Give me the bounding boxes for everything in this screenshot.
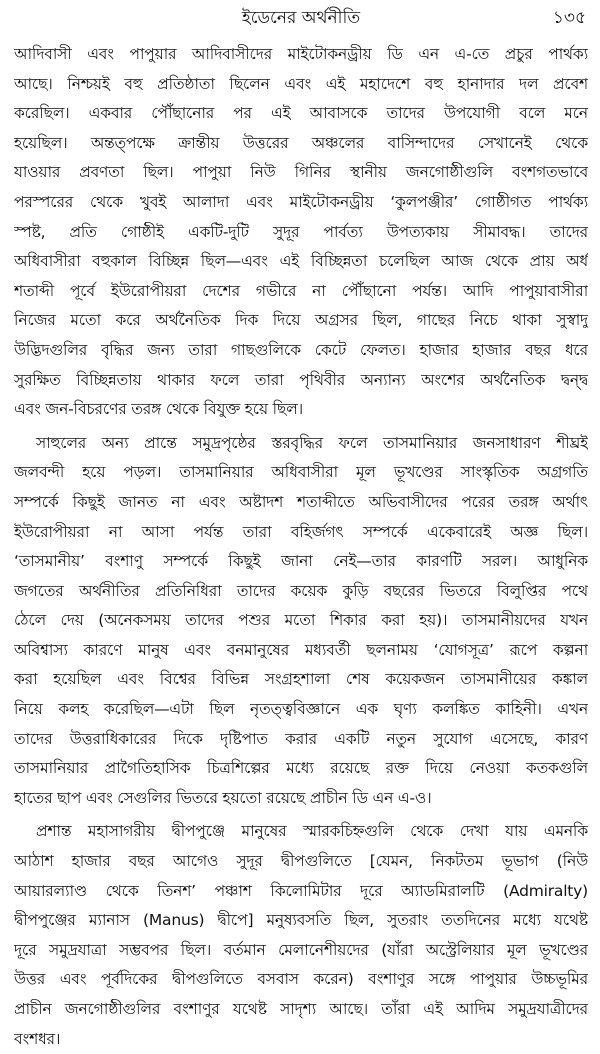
text-line: ঠেলে দেয় (অনেকসময় তাদের পশুর মতো শিকার করা হয়)। তাসমানীয়দের যখন [14,611,588,630]
text-line: প্রাচীন জনগোষ্ঠীগুলির বংশাণুর যথেষ্ট সাদৃশ্য আছে। তাঁরা এই আদিম সমুদ্রযাত্রীদের [14,1000,588,1018]
text-line: যাওয়ার প্রবণতা ছিল। পাপুয়া নিউ গিনির স্থানীয় জনগোষ্ঠীগুলি বংশগতভাবে [14,163,588,182]
text-line: আদিবাসী এবং পাপুয়ার আদিবাসীদের মাইটোকনড্রীয় ডি এন এ-তে প্রচুর পার্থক্য [14,45,588,63]
book-page [14,4,588,1048]
text-line: নিজের মতো করে অর্থনৈতিক দিক দিয়ে অগ্রসর ছিল, গাছের নিচে থাকা সুস্বাদু [14,311,588,330]
text-line: সুরক্ষিত বিচ্ছিন্নতায় থাকার ফলে তারা পৃথিবীর অন্যান্য অংশের অর্থনৈতিক দ্বন্দ্ব [14,370,588,389]
text-line: শতাব্দী পূর্বে ইউরোপীয়রা দেশের গভীরে না পৌঁছানো পর্যন্ত। আদি পাপুয়াবাসীরা [14,281,588,300]
text-line: বংশধর। [14,1029,61,1048]
paragraph [14,429,588,814]
paragraph [14,817,588,1054]
paragraph [14,40,588,425]
body-text [14,40,588,1054]
text-line: এবং জন-বিচরণের তরঙ্গ থেকে বিযুক্ত হয়ে ছিল। [14,400,303,419]
text-line: দ্বীপপুঞ্জের ম্যানাস (Manus) দ্বীপে] মনুষ্যবসতি ছিল, সুতরাং ততদিনের মধ্যে যথেষ্ট [14,911,588,930]
text-line: উত্তর এবং পূর্বদিকের দ্বীপগুলিতে বসবাস করেন) বংশাণুর সঙ্গে পাপুয়ার উচ্চভূমির [14,970,588,989]
text-line: আছে। নিশ্চয়ই বহু প্রতিষ্ঠাতা ছিলেন এবং এই মহাদেশে বহু হানাদার দল প্রবেশ [14,74,588,93]
text-line: তাদের উত্তরাধিকারের দিকে দৃষ্টিপাত করার একটি নতুন সুযোগ এসেছে, কারণ [14,729,588,748]
text-line: জলবন্দী হয়ে পড়ল। তাসমানিয়ার অধিবাসীরা মূল ভূখণ্ডের সাংস্কৃতিক অগ্রগতি [14,463,588,482]
text-line: পরস্পরের থেকে খুবই আলাদা এবং মাইটোকনড্রীয় ‘কুলপঞ্জীর’ গোষ্ঠীগত পার্থক্য [14,192,588,211]
text-line: ‘তাসমানীয়’ বংশাণু সম্পর্কে কিছুই জানা নেই—তার কারণটি সরল। আধুনিক [14,552,588,571]
text-line: আয়ারল্যাণ্ড থেকে তিনশ’ পঞ্চাশ কিলোমিটার দূরে অ্যাডমিরালটি (Admiralty) [14,881,588,900]
page-header [14,4,588,32]
text-line: ইউরোপীয়রা না আসা পর্যন্ত তারা বহির্জগৎ সম্পর্কে একেবারেই অজ্ঞ ছিল। [14,522,588,541]
text-line: জগতের অর্থনীতির প্রতিনিধিরা তাদের কয়েক কুড়ি বছরের ভিতরে বিলুপ্তির পথে [14,581,588,600]
text-line: আঠাশ হাজার বছর আগেও সুদূর দ্বীপগুলিতে [যেমন, নিকটতম ভূভাগ (নিউ [14,852,588,871]
text-line: হয়েছিল। অন্তত্পক্ষে ক্রান্তীয় উত্তরের অঞ্চলের বাসিন্দাদের সেখানেই থেকে [14,133,588,152]
text-line: সম্পর্কে কিছুই জানত না এবং অষ্টাদশ শতাব্দীতে অভিবাসীদের পরের তরঙ্গ অর্থাৎ [14,492,588,511]
text-line: করা হয়েছিল এবং বিশ্বের বিভিন্ন সংগ্রহশালা শেষ কয়েকজন তাসমানীয়ের কঙ্কাল [14,670,588,689]
text-line: অবিশ্বাস্য কারণে মানুষ এবং বনমানুষের মধ্যবর্তী ছলনাময় ‘যোগসূত্র’ রূপে কল্পনা [14,640,588,659]
running-title: ইডেনের অর্থনীতি [241,8,361,28]
text-line: তাসমানিয়ার প্রাগৈতিহাসিক চিত্রশিল্পের মধ্যে রয়েছে রক্ত দিয়ে নেওয়া কতকগুলি [14,759,588,778]
text-line: নিয়ে কলহ করেছিল—এটা ছিল নৃতত্ত্ববিজ্ঞানে এক ঘৃণ্য কলঙ্কিত কাহিনী। এখন [14,700,588,719]
text-line: দূরে সমুদ্রযাত্রা সম্ভবপর ছিল। বর্তমান মেলানেশীয়দের (যাঁরা অস্ট্রেলিয়ার মূল ভূখণ্ডের [14,940,588,959]
page-number: ১৩৫ [552,8,586,28]
text-line: হাতের ছাপ এবং সেগুলির ভিতরে হয়তো রয়েছে প্রাচীন ডি এন এ-ও। [14,788,432,807]
text-line: প্রশান্ত মহাসাগরীয় দ্বীপপুঞ্জে মানুষের স্মারকচিহ্নগুলি থেকে দেখা যায় এমনকি [36,822,588,841]
text-line: উদ্ভিদগুলির বৃদ্ধির জন্য তারা গাছগুলিকে কেটে ফেলত। হাজার হাজার বছর ধরে [14,340,588,359]
text-line: সাহুলের অন্য প্রান্তে সমুদ্রপৃষ্ঠের স্তরবৃদ্ধির ফলে তাসমানিয়ার জনসাধারণ শীঘ্রই [36,433,588,452]
text-line: স্পষ্ট, প্রতি গোষ্ঠীই একটি-দুটি সুদূর পার্বত্য উপত্যকায় সীমাবদ্ধ। তাদের [14,222,588,241]
text-line: অধিবাসীরা বহুকাল বিচ্ছিন্ন ছিল—এবং এই বিচ্ছিন্নতা চলেছিল আজ থেকে প্রায় অর্ধ [14,252,588,271]
text-line: করেছিল। একবার পৌঁছানোর পর এই আবাসকে তাদের উপযোগী বলে মনে [14,104,588,123]
